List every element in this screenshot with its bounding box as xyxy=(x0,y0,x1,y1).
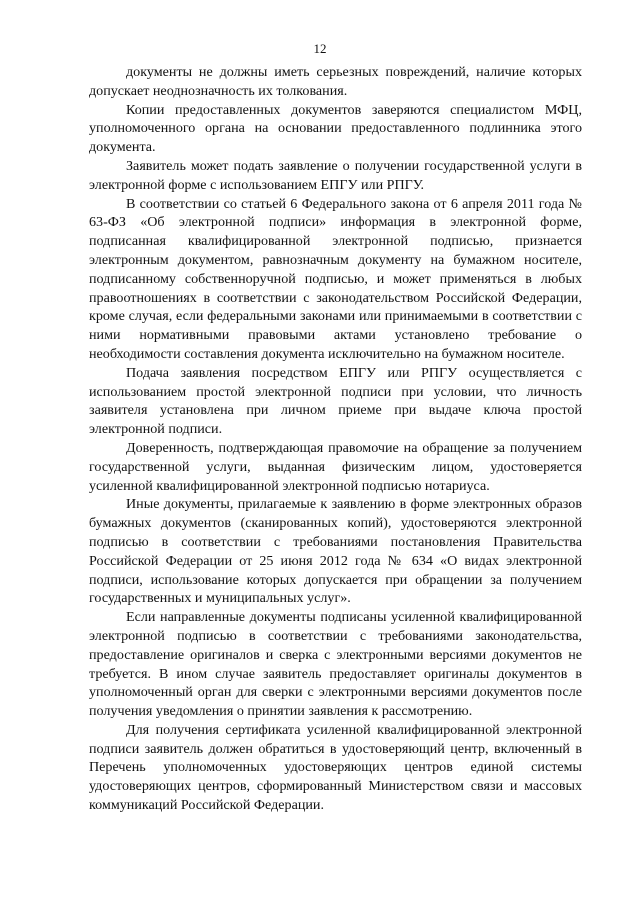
paragraph: Если направленные документы подписаны усиленной квалифицированной электронной подписью в соответствии с требованиями законодательства, предоставление оригиналов и сверка с электронными версиями документов не требуется. В ином случае заявитель предоставляет оригиналы документов в уполномоченный орган для сверки с электронными версиями документов после получения уведомления о принятии заявления к рассмотрению. xyxy=(89,609,582,720)
paragraph: документы не должны иметь серьезных повреждений, наличие которых допускает неоднозначность их толкования. xyxy=(89,64,582,99)
paragraph: Для получения сертификата усиленной квалифицированной электронной подписи заявитель должен обратиться в удостоверяющий центр, включенный в Перечень уполномоченных удостоверяющих центров единой системы удостоверяющих центров, сформированный Министерством связи и массовых коммуникаций Российской Федерации. xyxy=(89,721,582,814)
paragraph: Доверенность, подтверждающая правомочие на обращение за получением государственной услуги, выданная физическим лицом, удостоверяется усиленной квалифицированной электронной подписью нотариуса. xyxy=(89,439,582,494)
document-body xyxy=(89,63,582,815)
paragraph: Копии предоставленных документов заверяются специалистом МФЦ, уполномоченного органа на основании предоставленного подлинника этого документа. xyxy=(89,101,582,156)
paragraph: Подача заявления посредством ЕПГУ или РПГУ осуществляется с использованием простой электронной подписи при условии, что личность заявителя установлена при личном приеме при выдаче ключа простой электронной подписи. xyxy=(89,364,582,438)
page-number: 12 xyxy=(313,41,327,56)
paragraph: Заявитель может подать заявление о получении государственной услуги в электронной форме с использованием ЕПГУ или РПГУ. xyxy=(89,157,582,193)
paragraph: Иные документы, прилагаемые к заявлению в форме электронных образов бумажных документов (сканированных копий), удостоверяются электронной подписью в соответствии с требованиями постановления Правительства Российской Федерации от 25 июня 2012 года № 634 «О видах электронной подписи, использование которых допускается при обращении за получением государственных и муниципальных услуг». xyxy=(89,496,582,607)
paragraph: В соответствии со статьей 6 Федерального закона от 6 апреля 2011 года № 63-ФЗ «Об электронной подписи» информация в электронной форме, подписанная квалифицированной электронной подписью, признается электронным документом, равнозначным документу на бумажном носителе, подписанному собственноручной подписью, и может применяться в любых правоотношениях в соответствии с законодательством Российской Федерации, кроме случая, если федеральными законами или принимаемыми в соответствии с ними нормативными правовыми актами установлено требование о необходимости составления документа исключительно на бумажном носителе. xyxy=(89,195,582,362)
